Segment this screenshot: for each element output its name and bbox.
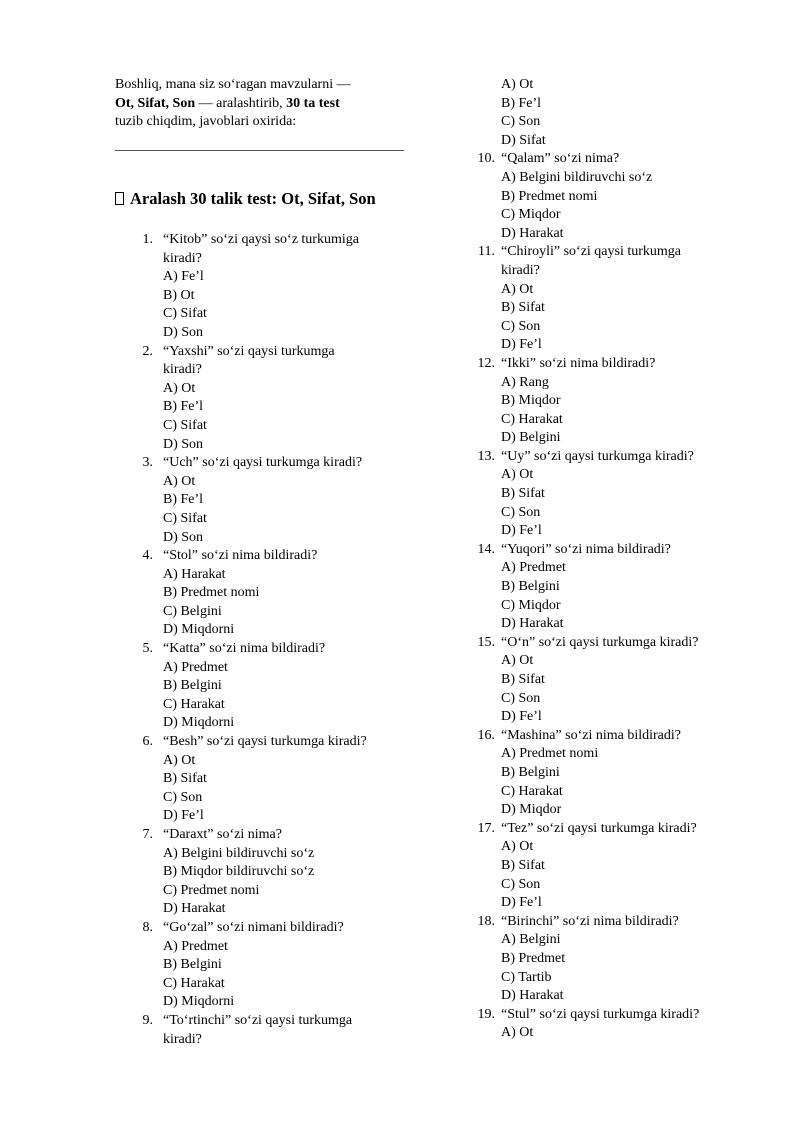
intro-paragraph <box>115 76 405 132</box>
answer-option: B) Predmet nomi <box>501 188 598 204</box>
question-text: kiradi? <box>501 262 540 278</box>
answer-option: C) Son <box>163 789 203 805</box>
intro-text-2: — aralashtirib, <box>195 95 287 111</box>
question-item <box>470 727 699 820</box>
answer-option: C) Son <box>501 876 541 892</box>
question-number: 10. <box>477 151 495 167</box>
divider-line <box>115 150 404 151</box>
question-number: 12. <box>477 355 495 371</box>
answer-option: C) Sifat <box>163 510 207 526</box>
question-text: “Katta” so‘zi nima bildiradi? <box>163 641 326 657</box>
question-text: “Uch” so‘zi qaysi turkumga kiradi? <box>163 455 363 471</box>
question-item <box>470 448 699 541</box>
answer-option: B) Sifat <box>501 486 545 502</box>
answer-option: C) Sifat <box>163 417 207 433</box>
answer-option: C) Miqdor <box>501 207 561 223</box>
question-number: 4. <box>142 548 153 564</box>
answer-option: A) Ot <box>501 467 534 483</box>
answer-option: C) Son <box>501 114 541 130</box>
answer-option: A) Belgini <box>501 932 561 948</box>
question-item <box>470 820 699 913</box>
question-item <box>115 547 367 640</box>
answer-option: D) Miqdorni <box>163 715 235 731</box>
section-heading <box>115 190 376 209</box>
question-number: 18. <box>477 913 495 929</box>
question-text: “Tez” so‘zi qaysi turkumga kiradi? <box>501 820 697 836</box>
answer-option: C) Son <box>501 318 541 334</box>
answer-option: D) Son <box>163 436 204 452</box>
question-text: “Go‘zal” so‘zi nimani bildiradi? <box>163 919 344 935</box>
heading-text: Aralash 30 talik test: Ot, Sifat, Son <box>130 189 376 208</box>
answer-option: C) Harakat <box>501 783 563 799</box>
answer-option: C) Sifat <box>163 306 207 322</box>
answer-option: D) Harakat <box>501 225 564 241</box>
question-text: “Mashina” so‘zi nima bildiradi? <box>501 727 681 743</box>
question-number: 6. <box>142 734 153 750</box>
answer-option: D) Fe’l <box>163 808 204 824</box>
question-text: “Yaxshi” so‘zi qaysi turkumga <box>163 343 335 359</box>
answer-option: A) Ot <box>501 77 534 92</box>
answer-option: D) Miqdorni <box>163 994 235 1010</box>
question-text: “Besh” so‘zi qaysi turkumga kiradi? <box>163 734 367 750</box>
answer-option: A) Fe’l <box>163 269 204 285</box>
answer-option: B) Predmet nomi <box>163 585 260 601</box>
question-item <box>115 826 367 919</box>
answer-option: D) Fe’l <box>501 337 542 353</box>
question-item <box>115 231 367 343</box>
answer-option: D) Son <box>163 529 204 545</box>
answer-option: B) Predmet <box>501 950 566 966</box>
answer-option: A) Harakat <box>163 566 226 582</box>
question-text: “Daraxt” so‘zi nima? <box>163 827 282 842</box>
answer-option: A) Ot <box>163 473 196 489</box>
question-text: “Kitob” so‘zi qaysi so‘z turkumiga <box>163 232 359 247</box>
answer-option: A) Ot <box>163 752 196 768</box>
question-number: 11. <box>478 244 495 260</box>
question-number: 17. <box>477 820 495 836</box>
intro-count: 30 ta test <box>286 95 340 111</box>
question-number: 15. <box>477 634 495 650</box>
question-item <box>470 150 699 243</box>
answer-option: B) Fe’l <box>501 95 542 111</box>
question-item <box>470 243 699 355</box>
question-number: 9. <box>142 1012 153 1028</box>
answer-option: A) Belgini bildiruvchi so‘z <box>163 845 315 861</box>
question-item <box>115 919 367 1012</box>
question-text: kiradi? <box>163 362 202 378</box>
question-item <box>470 76 699 150</box>
answer-option: A) Ot <box>501 1025 534 1041</box>
answer-option: C) Belgini <box>163 603 222 619</box>
answer-option: D) Harakat <box>501 616 564 632</box>
question-number: 16. <box>477 727 495 743</box>
answer-option: A) Ot <box>501 839 534 855</box>
intro-text-3: tuzib chiqdim, javoblari oxirida: <box>115 114 297 130</box>
question-text: “Birinchi” so‘zi nima bildiradi? <box>501 913 679 929</box>
answer-option: D) Belgini <box>501 430 561 446</box>
answer-option: B) Belgini <box>163 678 222 694</box>
answer-option: B) Belgini <box>501 579 560 595</box>
question-text: “Uy” so‘zi qaysi turkumga kiradi? <box>501 448 694 464</box>
question-item <box>115 454 367 547</box>
question-item <box>115 733 367 826</box>
answer-option: B) Sifat <box>163 771 207 787</box>
question-number: 19. <box>477 1006 495 1022</box>
intro-text-1: Boshliq, mana siz so‘ragan mavzularni — <box>115 77 351 92</box>
answer-option: B) Belgini <box>163 957 222 973</box>
question-text: “Yuqori” so‘zi nima bildiradi? <box>501 541 671 557</box>
answer-option: A) Predmet <box>163 659 228 675</box>
answer-option: C) Tartib <box>501 969 552 985</box>
answer-option: B) Miqdor bildiruvchi so‘z <box>163 864 315 880</box>
answer-option: C) Miqdor <box>501 597 561 613</box>
answer-option: B) Sifat <box>501 857 545 873</box>
question-text: “Stul” so‘zi qaysi turkumga kiradi? <box>501 1006 700 1022</box>
answer-option: B) Sifat <box>501 672 545 687</box>
question-list-right <box>470 76 699 1043</box>
missing-glyph-icon <box>115 192 124 205</box>
question-number: 3. <box>142 455 153 471</box>
answer-option: C) Predmet nomi <box>163 882 260 898</box>
answer-option: A) Ot <box>501 281 534 297</box>
answer-option: C) Son <box>501 504 541 520</box>
answer-option: A) Predmet <box>501 560 566 576</box>
intro-topics: Ot, Sifat, Son <box>115 95 196 111</box>
question-number: 13. <box>477 448 495 464</box>
question-text: “O‘n” so‘zi qaysi turkumga kiradi? <box>501 634 699 650</box>
question-item <box>470 913 699 1006</box>
question-number: 2. <box>142 343 153 359</box>
question-item <box>115 640 367 733</box>
answer-option: D) Harakat <box>501 988 564 1004</box>
answer-option: B) Fe’l <box>163 399 204 415</box>
question-item <box>470 1006 699 1043</box>
answer-option: A) Belgini bildiruvchi so‘z <box>501 169 653 185</box>
answer-option: B) Ot <box>163 287 195 303</box>
answer-option: D) Fe’l <box>501 895 542 911</box>
answer-option: C) Harakat <box>501 411 563 427</box>
question-list-left <box>115 231 367 1049</box>
question-item <box>115 343 367 455</box>
answer-option: D) Miqdor <box>501 802 562 818</box>
question-text: kiradi? <box>163 1031 202 1047</box>
answer-option: A) Ot <box>163 380 196 396</box>
answer-option: D) Son <box>163 324 204 340</box>
question-item <box>470 355 699 448</box>
answer-option: D) Sifat <box>501 132 546 148</box>
question-text: “Ikki” so‘zi nima bildiradi? <box>501 355 656 371</box>
answer-option: B) Miqdor <box>501 393 561 409</box>
question-number: 7. <box>142 827 153 842</box>
question-item <box>115 1012 367 1049</box>
answer-option: A) Predmet nomi <box>501 746 599 762</box>
answer-option: C) Harakat <box>163 975 225 991</box>
question-number: 8. <box>142 919 153 935</box>
question-text: “Chiroyli” so‘zi qaysi turkumga <box>501 244 682 260</box>
answer-option: C) Son <box>501 690 541 706</box>
answer-option: A) Rang <box>501 374 549 390</box>
answer-option: D) Harakat <box>163 901 226 917</box>
question-number: 1. <box>142 232 153 247</box>
answer-option: A) Predmet <box>163 938 228 954</box>
question-item <box>470 634 699 727</box>
question-text: “Qalam” so‘zi nima? <box>501 151 620 167</box>
question-number: 14. <box>477 541 495 557</box>
question-text: “To‘rtinchi” so‘zi qaysi turkumga <box>163 1012 353 1028</box>
answer-option: D) Fe’l <box>501 523 542 539</box>
answer-option: B) Sifat <box>501 300 545 316</box>
question-item <box>470 541 699 634</box>
answer-option: B) Belgini <box>501 764 560 780</box>
question-number: 5. <box>142 641 153 657</box>
answer-option: A) Ot <box>501 653 534 669</box>
answer-option: C) Harakat <box>163 696 225 712</box>
answer-option: D) Miqdorni <box>163 622 235 638</box>
answer-option: D) Fe’l <box>501 709 542 725</box>
answer-option: B) Fe’l <box>163 492 204 508</box>
question-text: “Stol” so‘zi nima bildiradi? <box>163 548 318 564</box>
question-text: kiradi? <box>163 250 202 266</box>
